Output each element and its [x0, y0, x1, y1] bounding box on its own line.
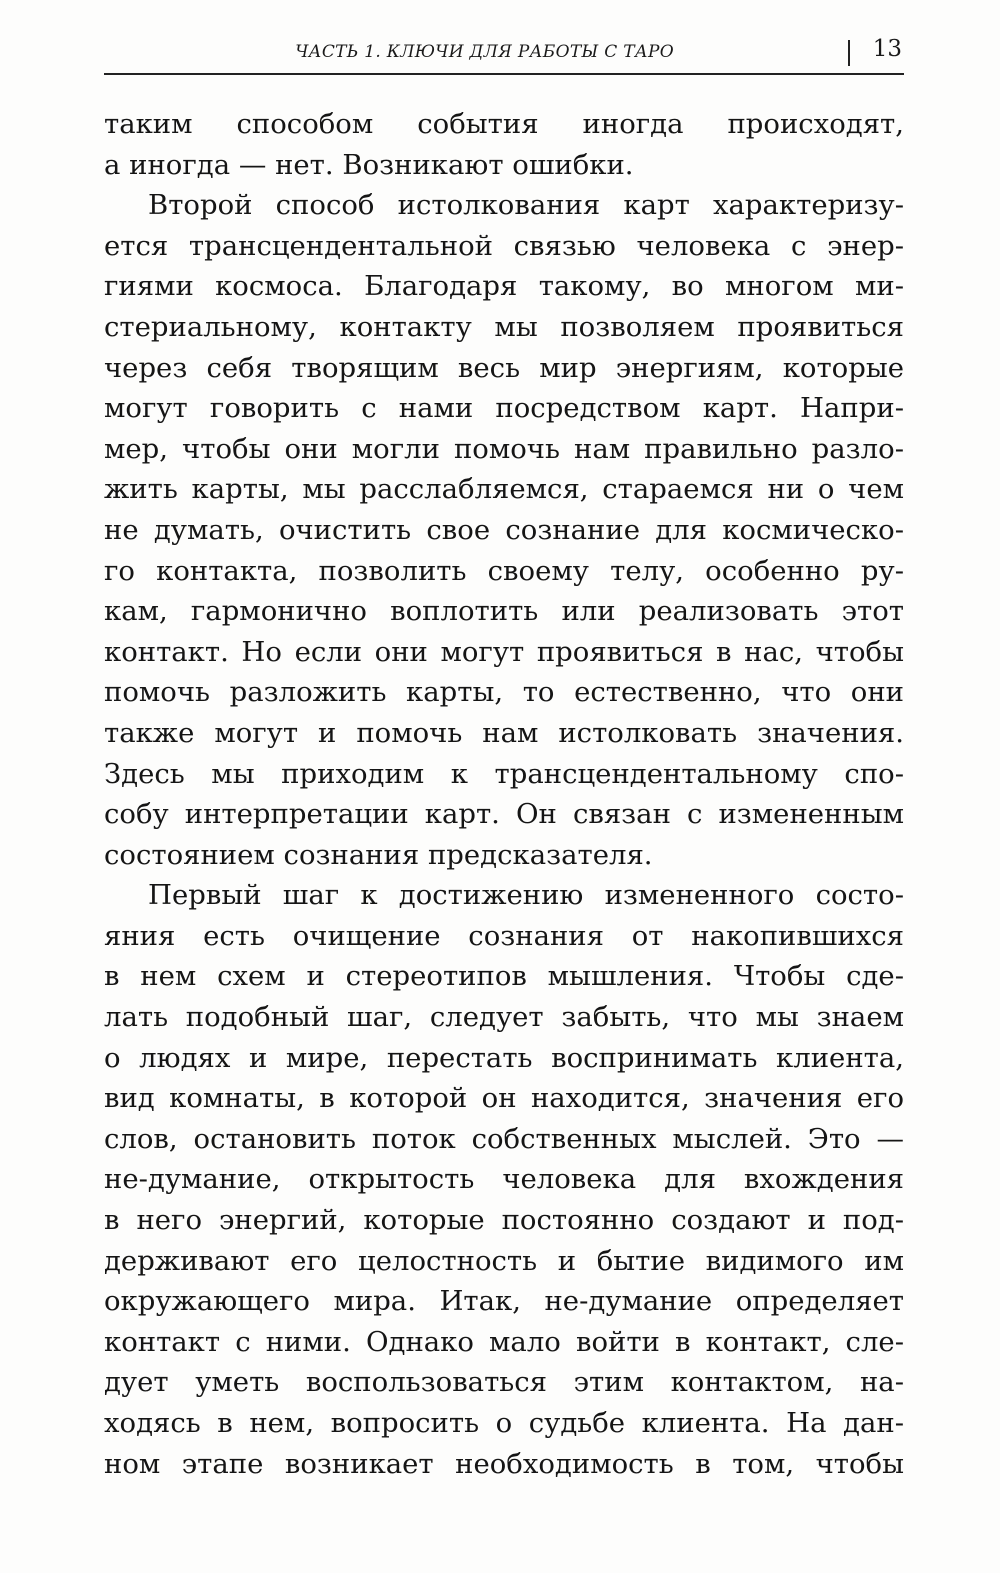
text-line: мер, чтобы они могли помочь нам правильно разло- [104, 432, 904, 465]
text-line: собу интерпретации карт. Он связан с измененным [104, 798, 904, 831]
text-line: стериальному, контакту мы позволяем проявиться [104, 310, 904, 343]
text-line: помочь разложить карты, то естественно, что они [104, 676, 904, 709]
text-line: окружающего мира. Итак, не-думание определяет [104, 1285, 904, 1318]
text-line: Первый шаг к достижению измененного состо- [148, 879, 904, 912]
text-line: не думать, очистить свое сознание для космическо- [104, 513, 904, 546]
paragraph-3 [104, 875, 904, 1484]
header-separator [848, 40, 850, 66]
running-head [104, 32, 904, 72]
paragraph-2 [104, 185, 904, 875]
text-line: таким способом события иногда происходят, [104, 108, 904, 140]
text-line: в нем схем и стереотипов мышления. Чтобы сде- [104, 960, 904, 993]
text-line: в него энергий, которые постоянно создают и под- [104, 1204, 904, 1237]
text-line: вид комнаты, в которой он находится, значения его [104, 1082, 904, 1115]
text-line: контакт. Но если они могут проявиться в нас, чтобы [104, 635, 904, 668]
text-line: ном этапе возникает необходимость в том, чтобы [104, 1447, 904, 1480]
body-text [104, 104, 904, 1484]
text-line: го контакта, позволить своему телу, особенно ру- [104, 554, 904, 587]
text-line: не-думание, открытость человека для вхождения [104, 1163, 904, 1196]
text-line: ется трансцендентальной связью человека с энер- [104, 229, 904, 262]
text-line: состоянием сознания предсказателя. [104, 838, 653, 871]
text-line: Здесь мы приходим к трансцендентальному спо- [104, 757, 904, 790]
text-line: дует уметь воспользоваться этим контактом, на- [104, 1366, 904, 1399]
text-line: гиями космоса. Благодаря такому, во многом ми- [104, 270, 904, 303]
text-line: Второй способ истолкования карт характеризу- [148, 189, 904, 222]
text-line: держивают его целостность и бытие видимого им [104, 1244, 904, 1277]
paragraph-1 [104, 104, 904, 185]
text-line: контакт с ними. Однако мало войти в контакт, сле- [104, 1325, 904, 1358]
running-title: ЧАСТЬ 1. КЛЮЧИ ДЛЯ РАБОТЫ С ТАРО [295, 42, 674, 62]
text-line: через себя творящим весь мир энергиям, которые [104, 351, 904, 384]
text-line: кам, гармонично воплотить или реализовать этот [104, 595, 904, 628]
text-line: яния есть очищение сознания от накопившихся [104, 919, 904, 952]
text-line: также могут и помочь нам истолковать значения. [104, 716, 904, 749]
page-number: 13 [872, 36, 902, 62]
text-line: жить карты, мы расслабляемся, стараемся ни о чем [104, 473, 904, 506]
text-line: слов, остановить поток собственных мыслей. Это — [104, 1122, 904, 1155]
text-line: о людях и мире, перестать воспринимать клиента, [104, 1041, 904, 1074]
text-line: могут говорить с нами посредством карт. Напри- [104, 392, 904, 425]
text-line: лать подобный шаг, следует забыть, что мы знаем [104, 1001, 904, 1034]
text-line: ходясь в нем, вопросить о судьбе клиента. На дан- [104, 1407, 904, 1439]
text-line: а иногда — нет. Возникают ошибки. [104, 148, 634, 181]
header-rule [104, 73, 904, 75]
